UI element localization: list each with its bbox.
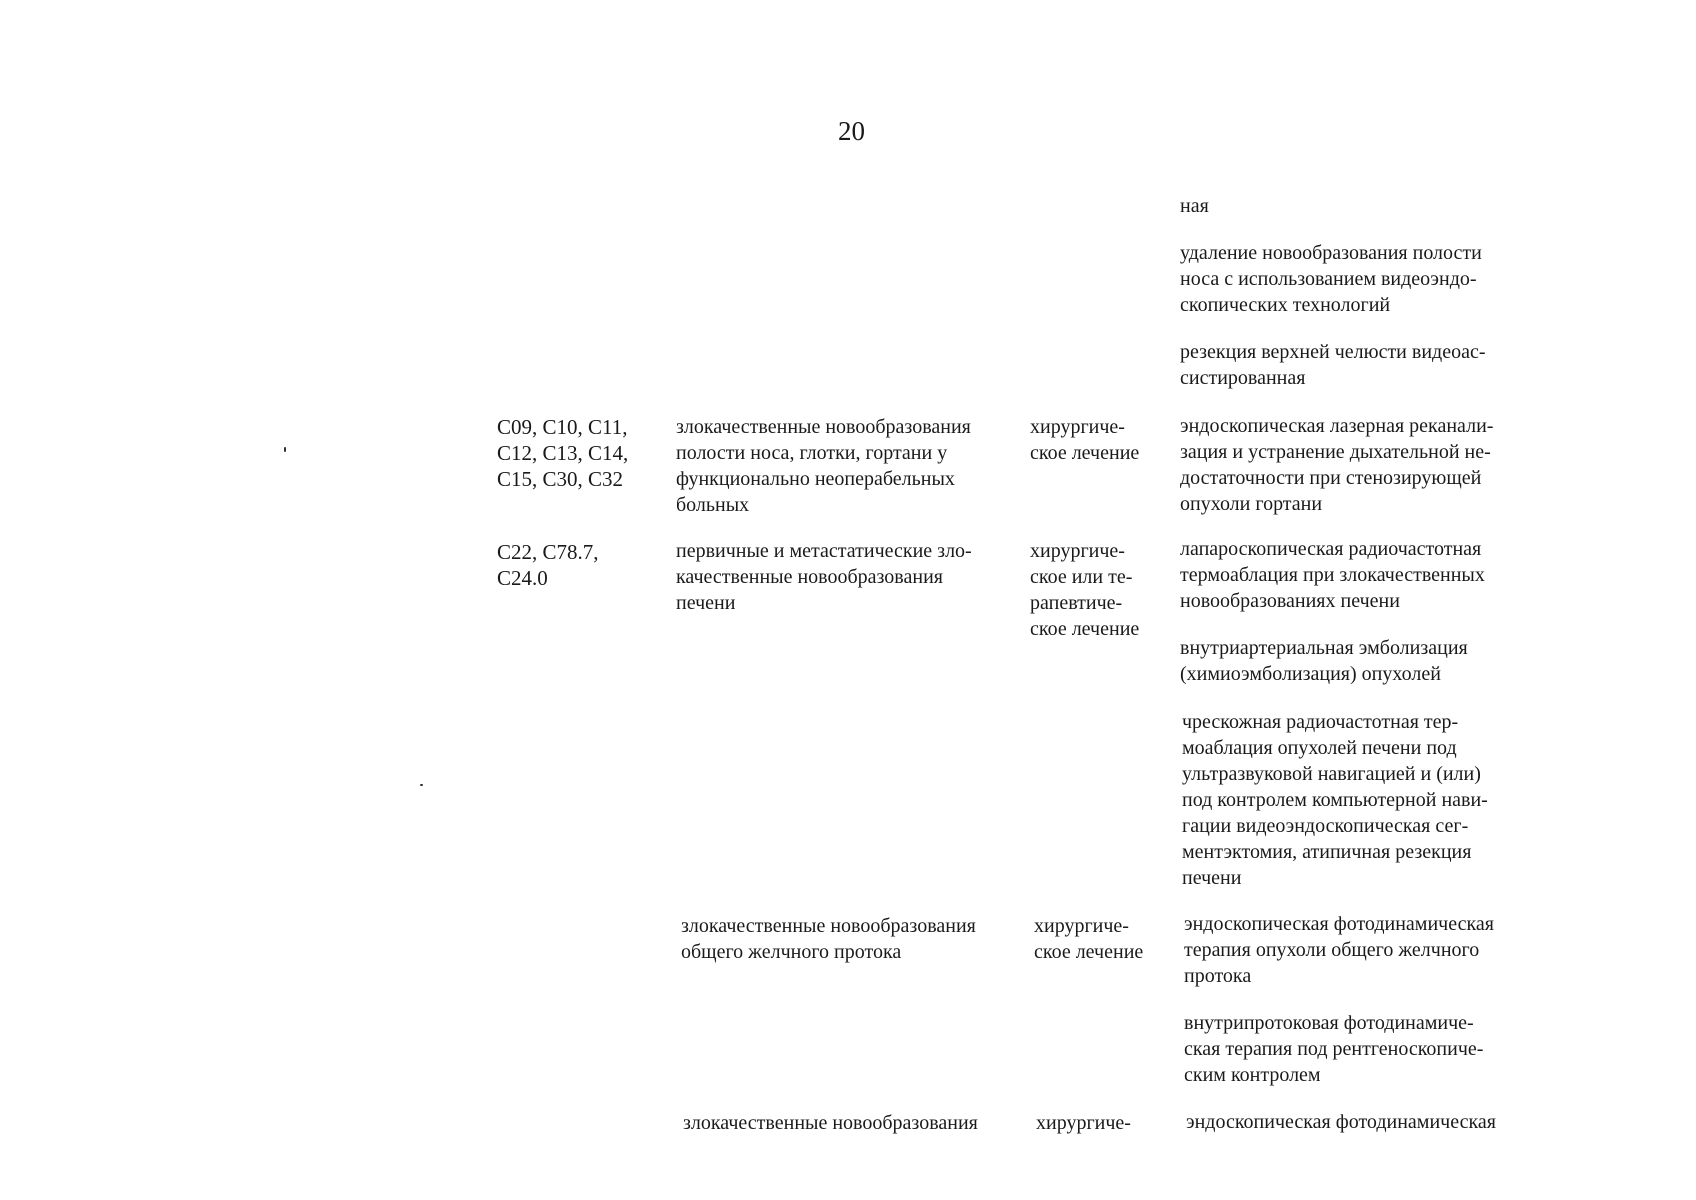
diagnosis-text: злокачественные новообразования общего желчного протока xyxy=(681,915,976,963)
method-text: удаление новообразования полости носа с использованием видеоэндо- скопических технологий xyxy=(1180,242,1482,316)
diagnosis-text: злокачественные новообразования полости носа, глотки, гортани у функционально неоперабельных больных xyxy=(676,416,971,516)
method-text: резекция верхней челюсти видеоас- систированная xyxy=(1180,341,1486,389)
method-text: внутрипротоковая фотодинамиче- ская терапия под рентгеноскопиче- ским контролем xyxy=(1184,1012,1484,1086)
scan-speck xyxy=(284,447,286,452)
icd-codes: C09, C10, C11, C12, C13, C14, C15, C30, C32 xyxy=(497,415,629,491)
treatment-type: хирургиче- xyxy=(1036,1112,1131,1134)
method-text: чрескожная радиочастотная тер- моаблация опухолей печени под ультразвуковой навигацией и (или) под контролем компьютерной нави- гации видеоэндоскопическая сег- ментэктомия, атипичная резекция печени xyxy=(1182,711,1488,889)
icd-codes: C22, C78.7, C24.0 xyxy=(497,540,599,590)
treatment-type: хирургиче- ское лечение xyxy=(1030,416,1140,464)
method-text: эндоскопическая лазерная реканали- зация и устранение дыхательной не- достаточности при стенозирующей опухоли гортани xyxy=(1180,415,1494,515)
treatment-type: хирургиче- ское лечение xyxy=(1034,915,1144,963)
diagnosis-text: первичные и метастатические зло- качественные новообразования печени xyxy=(676,540,972,614)
diagnosis-text: злокачественные новообразования xyxy=(683,1112,978,1134)
page-number: 20 xyxy=(838,116,865,146)
scan-speck xyxy=(420,784,423,786)
method-text: внутриартериальная эмболизация (химиоэмболизация) опухолей xyxy=(1180,637,1468,685)
treatment-type: хирургиче- ское или те- рапевтиче- ское лечение xyxy=(1030,540,1140,640)
method-text: лапароскопическая радиочастотная термоаблация при злокачественных новообразованиях печени xyxy=(1180,538,1485,612)
method-text: эндоскопическая фотодинамическая xyxy=(1186,1111,1496,1133)
method-text: эндоскопическая фотодинамическая терапия опухоли общего желчного протока xyxy=(1184,913,1494,987)
method-text: ная xyxy=(1180,195,1209,217)
